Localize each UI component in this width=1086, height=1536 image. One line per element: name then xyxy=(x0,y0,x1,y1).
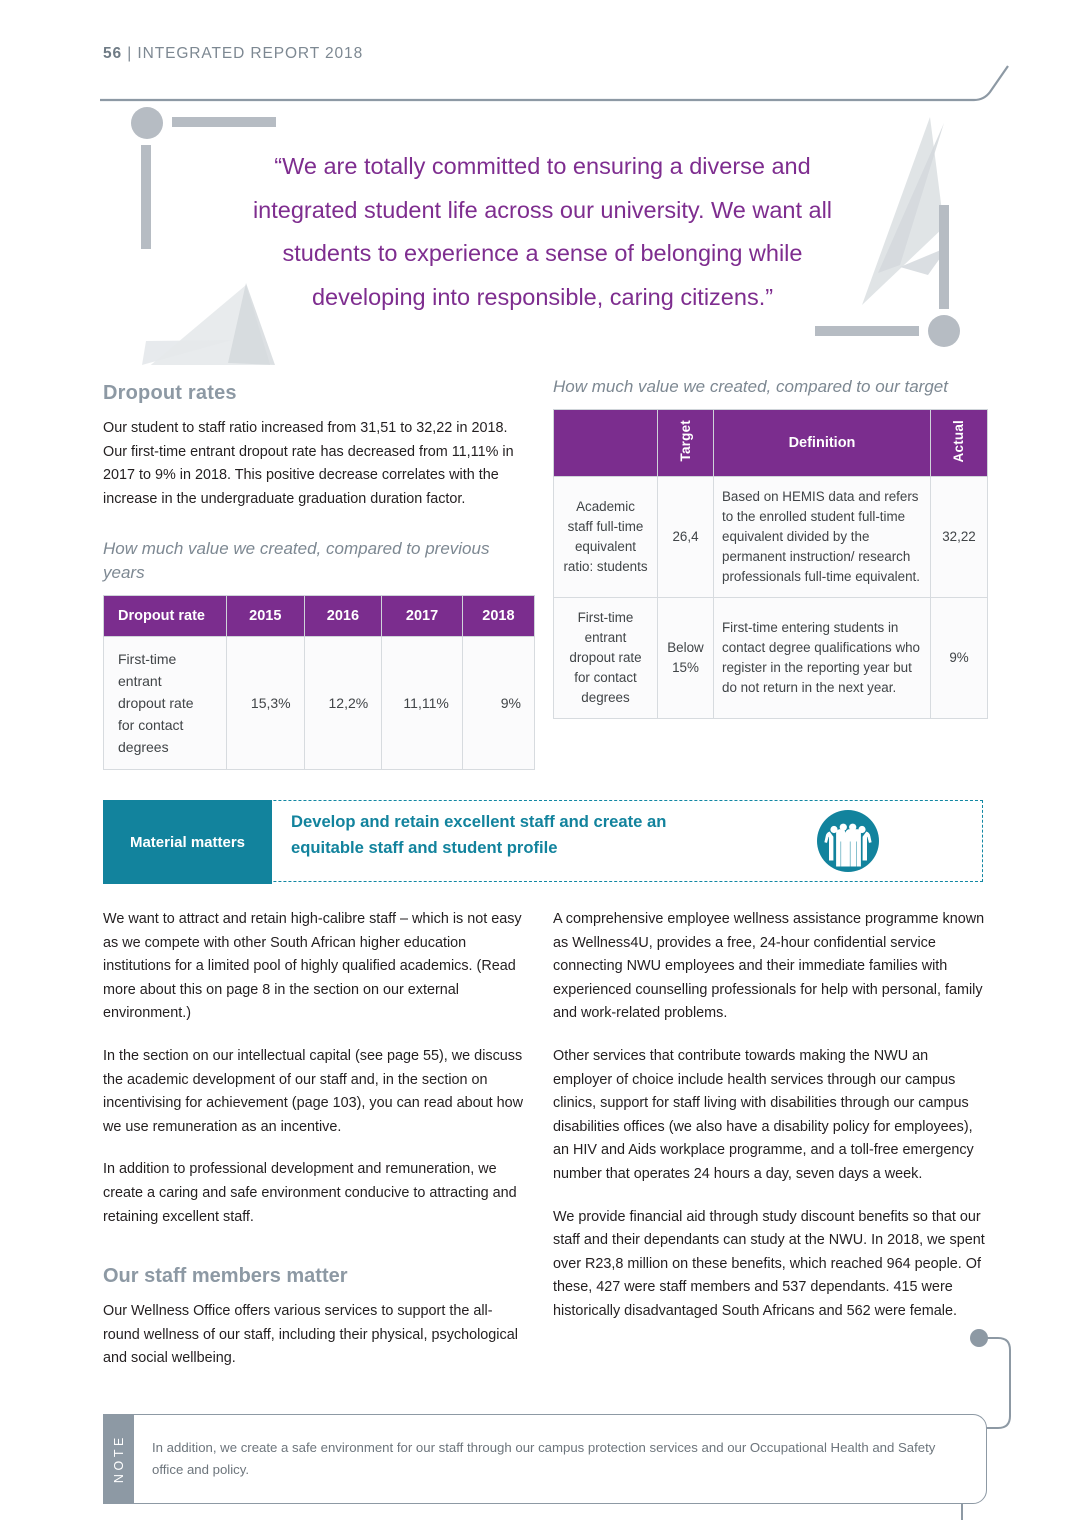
quote-block xyxy=(0,95,1086,365)
page-number: 56 xyxy=(103,45,123,62)
col-header-2018: 2018 xyxy=(462,596,534,637)
table-row xyxy=(554,477,988,598)
deco-circle-right xyxy=(928,315,960,347)
our-staff-members-matter-heading: Our staff members matter xyxy=(103,1265,348,1288)
people-group-icon xyxy=(816,809,880,873)
col-header-actual xyxy=(931,410,988,477)
dropout-rates-paragraph: Our student to staff ratio increased from 31,51 to 32,22 in 2018. Our first-time entrant dropout rate has decreased from 11,11% in 2017 to 9% in 2018. This positive decrease correlates with the increase in the undergraduate graduation duration factor. xyxy=(103,420,514,507)
page-header xyxy=(0,0,1086,80)
paragraph: In the section on our intellectual capital (see page 55), we discuss the academic development of our staff and, in the section on incentivising for achievement (page 103), you can read about how we use remuneration as an incentive. xyxy=(103,1047,523,1135)
paragraph: A comprehensive employee wellness assistance programme known as Wellness4U, provides a free, 24-hour confidential service connecting NWU employees and their immediate families with experienced counselling professionals for help with personal, family and work-related problems. xyxy=(553,911,985,1022)
dropout-rates-heading: Dropout rates xyxy=(103,382,237,404)
col-header-target xyxy=(658,410,714,477)
table-row xyxy=(554,598,988,719)
row-definition: First-time entering students in contact degree qualifications who register in the reporting year but do not return in the next year. xyxy=(714,598,931,719)
table-header-row xyxy=(554,410,988,477)
material-matters-tag: Material matters xyxy=(103,800,272,884)
cell-2015: 15,3% xyxy=(227,637,305,770)
row-name: First-time entrant dropout rate for contact degrees xyxy=(554,598,658,719)
target-comparison-table xyxy=(553,409,988,719)
col-header-blank xyxy=(554,410,658,477)
paragraph: Our Wellness Office offers various services to support the all-round wellness of our staff, including their physical, psychological and social wellbeing. xyxy=(103,1303,518,1367)
report-title: INTEGRATED REPORT 2018 xyxy=(137,45,364,62)
body-left-column xyxy=(103,908,523,1390)
deco-circle-left xyxy=(131,107,163,139)
material-matters-title: Develop and retain excellent staff and create an equitable staff and student profile xyxy=(291,812,667,857)
target-table-caption: How much value we created, compared to our target xyxy=(553,377,948,396)
right-column xyxy=(553,375,987,719)
dropout-years-table xyxy=(103,595,535,770)
row-label: First-time entrant dropout rate for contact degrees xyxy=(104,637,227,770)
deco-bar-bottom xyxy=(815,326,919,336)
row-definition: Based on HEMIS data and refers to the enrolled student full-time equivalent divided by the permanent instruction/ research professionals full-time equivalent. xyxy=(714,477,931,598)
paragraph: We provide financial aid through study discount benefits so that our staff and their dependants can study at the NWU. In 2018, we spent over R23,8 million on these benefits, which reached 964 people. Of these, 427 were staff members and 537 dependants. 415 were historically disadvantaged South Africans and 562 were female. xyxy=(553,1208,985,1319)
row-actual: 9% xyxy=(931,598,988,719)
cell-2017: 11,11% xyxy=(382,637,463,770)
row-actual: 32,22 xyxy=(931,477,988,598)
col-header-definition: Definition xyxy=(714,410,931,477)
col-header-2016: 2016 xyxy=(304,596,382,637)
col-header-2017: 2017 xyxy=(382,596,463,637)
col-header-dropout-rate: Dropout rate xyxy=(104,596,227,637)
row-target: Below 15% xyxy=(658,598,714,719)
note-tab xyxy=(103,1414,134,1504)
paragraph: We want to attract and retain high-calibre staff – which is not easy as we compete with other South African higher education institutions for a limited pool of highly qualified academics. (Read more about this on page 8 in the section on our external environment.) xyxy=(103,911,522,1022)
folio-separator: | xyxy=(127,45,133,62)
col-header-target-label: Target xyxy=(677,420,693,462)
row-name: Academic staff full-time equivalent ratio: students xyxy=(554,477,658,598)
folio xyxy=(103,45,363,63)
deco-bar-left xyxy=(141,145,151,249)
cell-2018: 9% xyxy=(462,637,534,770)
pull-quote: “We are totally committed to ensuring a diverse and integrated student life across our university. We want all students to experience a sense of belonging while developing into responsible, caring citizens.” xyxy=(252,153,833,310)
note-tab-label: NOTE xyxy=(111,1434,126,1484)
deco-bar-right xyxy=(939,205,949,309)
paragraph: Other services that contribute towards making the NWU an employer of choice include health services through our campus clinics, support for staff living with disabilities through our campus disabilities offices (we also have a disability policy for employees), an HIV and Aids workplace programme, and a toll-free emergency number that operates 24 hours a day, seven days a week. xyxy=(553,1047,974,1182)
body-right-column xyxy=(553,908,987,1343)
left-column xyxy=(103,382,535,770)
cell-2016: 12,2% xyxy=(304,637,382,770)
row-target: 26,4 xyxy=(658,477,714,598)
material-matters-banner xyxy=(103,800,985,884)
years-table-caption: How much value we created, compared to previous years xyxy=(103,539,490,583)
deco-plane-right xyxy=(862,117,948,305)
note-text: In addition, we create a safe environment for our staff through our campus protection services and our Occupational Health and Safety office and policy. xyxy=(152,1440,936,1477)
table-header-row xyxy=(104,596,535,637)
deco-bar-top xyxy=(172,117,276,127)
table-row xyxy=(104,637,535,770)
note-box xyxy=(103,1414,987,1504)
deco-dot xyxy=(970,1329,988,1347)
paragraph: In addition to professional development and remuneration, we create a caring and safe environment conducive to attracting and retaining excellent staff. xyxy=(103,1161,517,1225)
col-header-2015: 2015 xyxy=(227,596,305,637)
col-header-actual-label: Actual xyxy=(951,419,967,463)
